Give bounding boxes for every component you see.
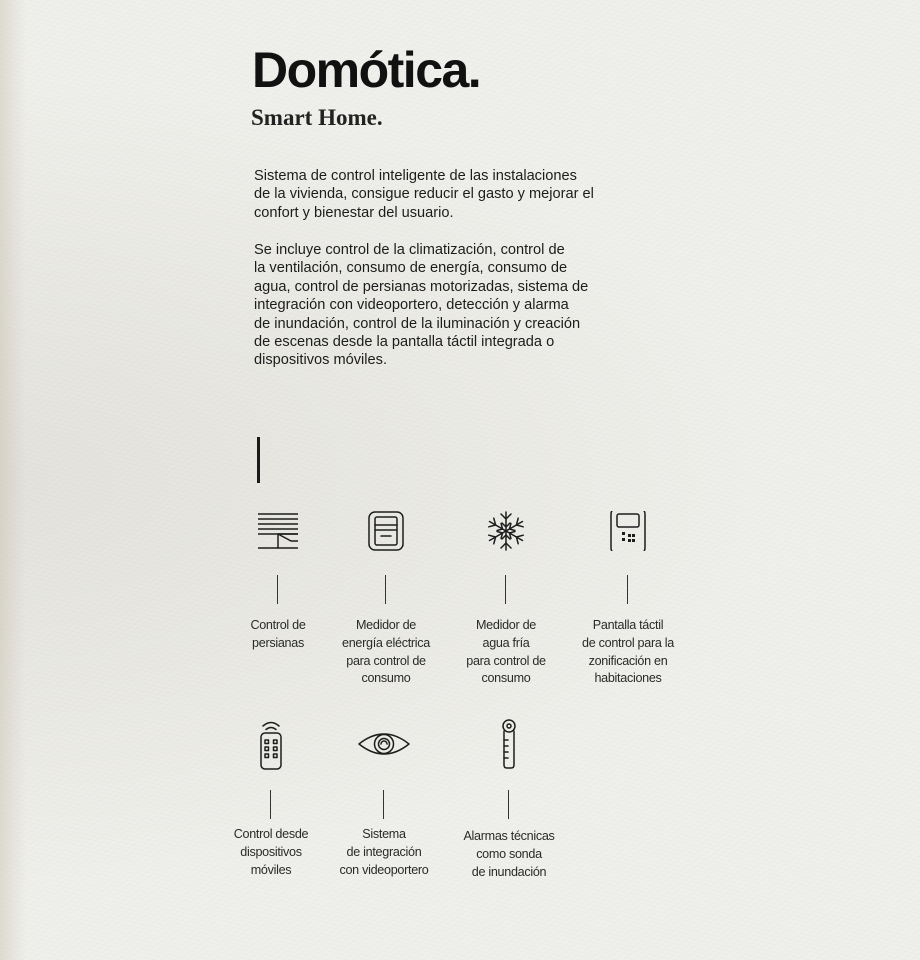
flood-probe-icon <box>489 718 529 770</box>
blinds-icon <box>258 511 298 551</box>
text-line: la ventilación, consumo de energía, consumo de <box>254 260 568 277</box>
text-line: de escenas desde la pantalla táctil integrada o <box>254 334 555 351</box>
touch-panel-icon <box>608 511 648 551</box>
label-line: de inundación <box>471 864 547 879</box>
feature-label <box>444 828 574 881</box>
text-line: agua, control de persianas motorizadas, sistema de <box>254 278 589 295</box>
connector-line <box>508 790 509 819</box>
page-edge-shadow <box>0 0 26 960</box>
label-line: de control para la <box>582 635 674 650</box>
text-line: confort y bienestar del usuario. <box>254 204 454 221</box>
label-line: consumo <box>361 671 411 686</box>
snowflake-icon <box>486 511 526 551</box>
text-line: de inundación, control de la iluminación y creación <box>254 315 581 332</box>
text-line: de la vivienda, consigue reducir el gasto y mejorar el <box>254 186 594 203</box>
label-line: consumo <box>481 671 531 686</box>
label-line: Pantalla táctil <box>592 618 664 632</box>
label-line: energía eléctrica <box>341 635 430 650</box>
feature-label <box>206 826 336 879</box>
label-line: Control de <box>250 618 306 632</box>
feature-label <box>319 826 449 879</box>
label-line: agua fría <box>482 635 530 650</box>
intro-paragraph-2 <box>254 241 588 370</box>
connector-line <box>627 575 628 604</box>
page-title: Domótica. <box>252 42 481 98</box>
feature-label <box>563 617 693 688</box>
eye-icon <box>356 724 412 764</box>
label-line: Alarmas técnicas <box>463 829 555 843</box>
label-line: de integración <box>346 844 422 859</box>
remote-control-icon <box>251 720 291 770</box>
label-line: para control de <box>346 653 426 668</box>
energy-meter-icon <box>366 511 406 551</box>
label-line: con videoportero <box>339 862 429 877</box>
text-line: integración con videoportero, detección y alarma <box>254 297 569 314</box>
section-accent-bar <box>257 437 260 483</box>
connector-line <box>385 575 386 604</box>
label-line: Medidor de <box>475 618 536 632</box>
feature-label <box>441 617 571 688</box>
label-line: dispositivos <box>240 844 302 859</box>
label-line: Control desde <box>233 827 309 841</box>
label-line: Sistema <box>362 827 406 841</box>
page-subtitle: Smart Home. <box>251 105 383 130</box>
text-line: dispositivos móviles. <box>254 352 388 369</box>
label-line: zonificación en <box>588 653 668 668</box>
label-line: móviles <box>250 862 292 877</box>
connector-line <box>277 575 278 604</box>
label-line: para control de <box>466 653 546 668</box>
label-line: habitaciones <box>594 671 662 686</box>
text-line: Sistema de control inteligente de las instalaciones <box>254 168 577 184</box>
connector-line <box>505 575 506 604</box>
connector-line <box>383 790 384 819</box>
label-line: persianas <box>252 635 304 650</box>
connector-line <box>270 790 271 819</box>
text-line: Se incluye control de la climatización, control de <box>254 242 565 258</box>
feature-label <box>321 617 451 688</box>
intro-paragraph-1 <box>254 167 594 222</box>
label-line: como sonda <box>476 846 542 861</box>
label-line: Medidor de <box>355 618 416 632</box>
